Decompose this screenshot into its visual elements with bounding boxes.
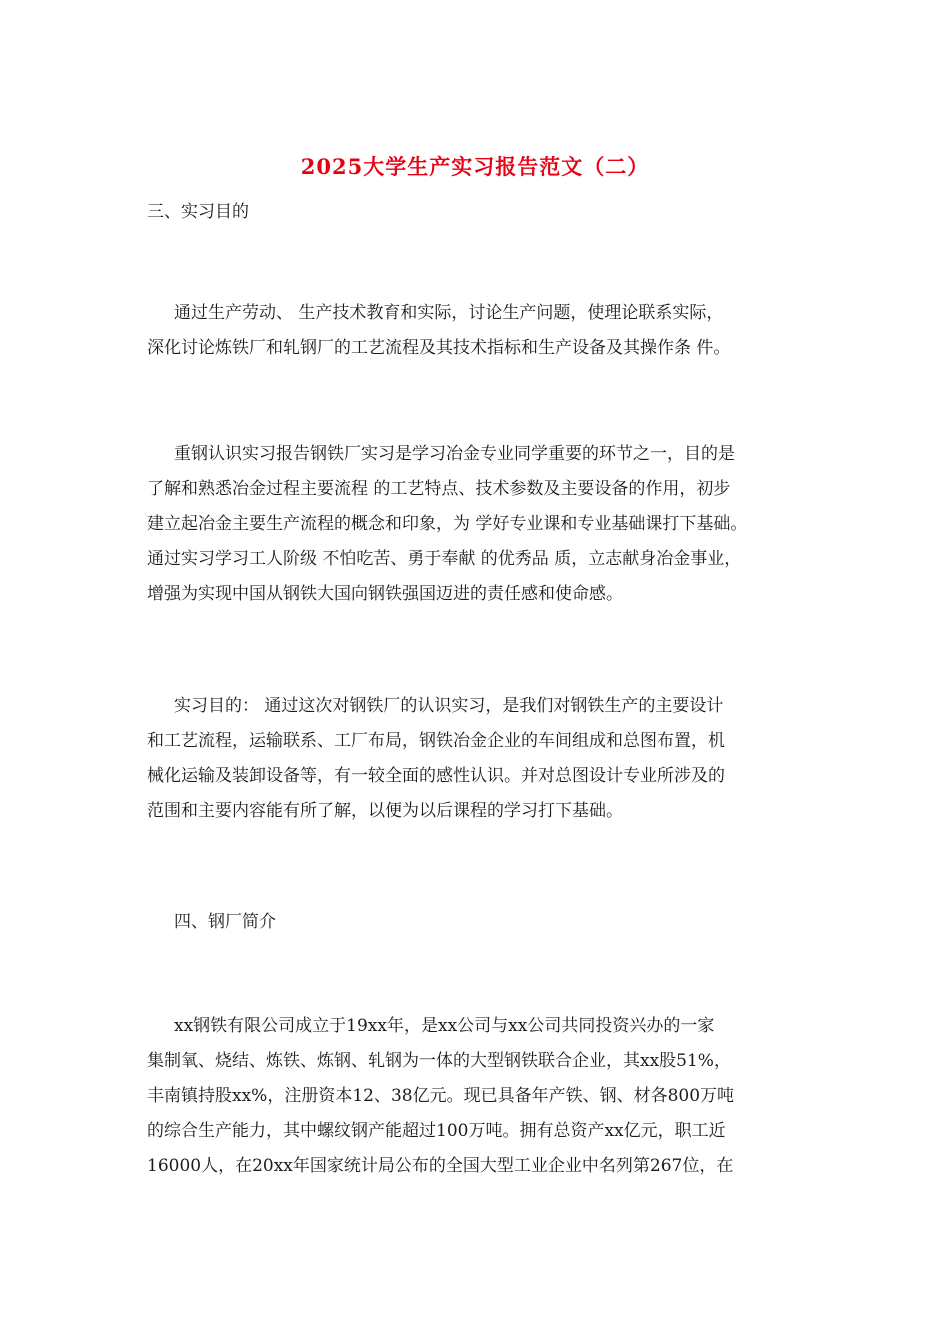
paragraph-line: 16000人，在20xx年国家统计局公布的全国大型工业企业中名列第267位，在	[147, 1156, 734, 1176]
paragraph-line: 的综合生产能力，其中螺纹钢产能超过100万吨。拥有总资产xx亿元，职工近	[147, 1121, 726, 1141]
paragraph-line: xx钢铁有限公司成立于19xx年，是xx公司与xx公司共同投资兴办的一家	[174, 1016, 715, 1036]
paragraph-3	[147, 689, 827, 829]
paragraph-4	[147, 1009, 827, 1184]
document-title: 2025大学生产实习报告范文（二）	[300, 154, 650, 179]
paragraph-line: 械化运输及装卸设备等，有一较全面的感性认识。并对总图设计专业所涉及的	[147, 766, 725, 786]
paragraph-line: 实习目的： 通过这次对钢铁厂的认识实习，是我们对钢铁生产的主要设计	[174, 696, 724, 716]
paragraph-line: 丰南镇持股xx%，注册资本12、38亿元。现已具备年产铁、钢、材各800万吨	[147, 1086, 735, 1106]
paragraph-2	[147, 437, 827, 612]
paragraph-line: 重钢认识实习报告钢铁厂实习是学习冶金专业同学重要的环节之一，目的是	[174, 444, 735, 464]
paragraph-line: 范围和主要内容能有所了解，以便为以后课程的学习打下基础。	[147, 801, 623, 821]
paragraph-line: 建立起冶金主要生产流程的概念和印象，为 学好专业课和专业基础课打下基础。	[147, 514, 748, 534]
paragraph-line: 和工艺流程，运输联系、工厂布局，钢铁冶金企业的车间组成和总图布置，机	[147, 731, 725, 751]
paragraph-line: 深化讨论炼铁厂和轧钢厂的工艺流程及其技术指标和生产设备及其操作条 件。	[147, 338, 731, 358]
paragraph-1	[147, 296, 827, 366]
paragraph-line: 通过实习学习工人阶级 不怕吃苦、勇于奉献 的优秀品 质，立志献身冶金事业，	[147, 549, 742, 569]
section-heading-3: 三、实习目的	[147, 202, 249, 222]
paragraph-line: 增强为实现中国从钢铁大国向钢铁强国迈进的责任感和使命感。	[147, 584, 623, 604]
paragraph-line: 通过生产劳动、 生产技术教育和实际，讨论生产问题，使理论联系实际，	[174, 303, 724, 323]
paragraph-line: 集制氧、烧结、炼铁、炼钢、轧钢为一体的大型钢铁联合企业，其xx股51%，	[147, 1051, 731, 1071]
paragraph-line: 了解和熟悉冶金过程主要流程 的工艺特点、技术参数及主要设备的作用，初步	[147, 479, 731, 499]
section-heading-4: 四、钢厂简介	[174, 912, 276, 932]
